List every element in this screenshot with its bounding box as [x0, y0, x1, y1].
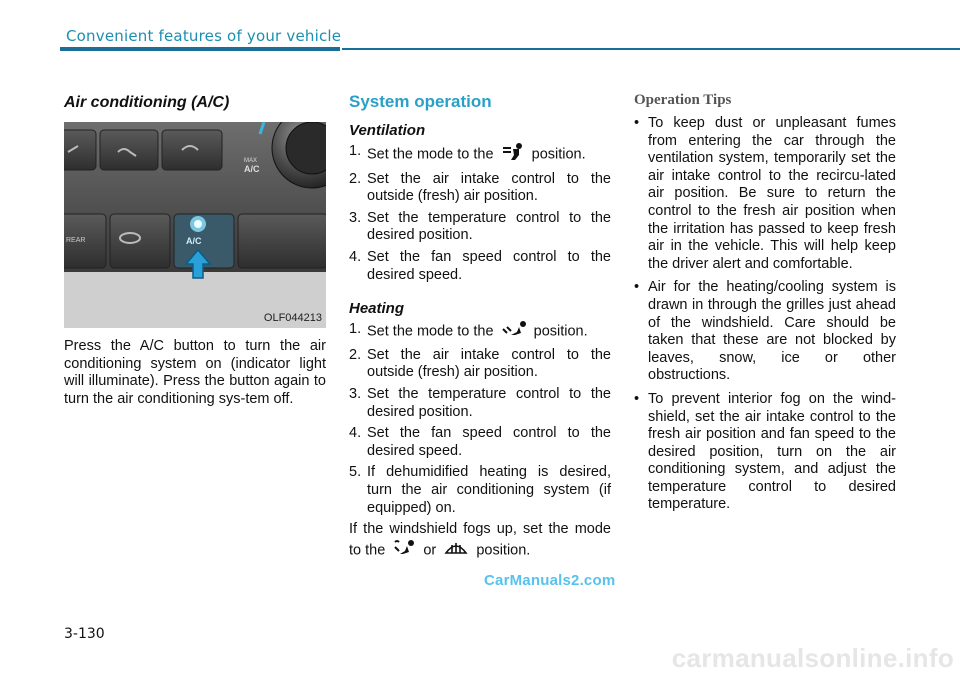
list-item: 3. Set the temperature control to the desired position.	[349, 385, 611, 420]
middle-column	[349, 90, 611, 562]
page-header	[0, 0, 960, 56]
list-item: • To keep dust or unpleasant fumes from entering the car through the ventilation system, temporarily set the air intake control to the recircu-lated air position. Be sure to return the control to the fresh air position when the irritation has passed to keep fresh air in the vehicle. This will help keep the driver alert and comfortable.	[634, 115, 896, 272]
header-rule-accent	[60, 47, 340, 51]
section-title: Convenient features of your vehicle	[66, 27, 342, 45]
ventilation-heading: Ventilation	[349, 122, 426, 139]
list-item: 2. Set the air intake control to the outside (fresh) air position.	[349, 346, 611, 381]
list-item: 5. If dehumidified heating is desired, turn the air conditioning system (if equipped) on.	[349, 464, 611, 516]
carmanuals-watermark: CarManuals2.com	[484, 572, 616, 589]
page-number: 3-130	[64, 626, 105, 642]
ac-description: Press the A/C button to turn the air conditioning system on (indicator light will illuminate). Press the button again to turn the air conditioning sys-tem off.	[64, 338, 326, 407]
right-column	[634, 90, 896, 520]
list-item: 1. Set the mode to the position.	[349, 321, 611, 343]
fog-instruction: If the windshield fogs up, set the mode to the or position.	[349, 521, 611, 562]
heating-steps	[349, 321, 611, 517]
site-watermark: carmanualsonline.info	[671, 643, 954, 673]
list-item: • To prevent interior fog on the wind-shield, set the air intake control to the fresh air position and fan speed to the desired position, turn on the air conditioning system, and adjust the temperature control to desired temperature.	[634, 390, 896, 513]
floor-defrost-mode-icon	[392, 539, 416, 563]
max-ac-label: A/C	[244, 164, 260, 174]
list-item: 4. Set the fan speed control to the desired speed.	[349, 425, 611, 459]
operation-tips-heading: Operation Tips	[634, 92, 732, 108]
heating-heading: Heating	[349, 300, 405, 318]
operation-tips-list	[634, 115, 896, 514]
max-label: MAX	[244, 158, 258, 164]
header-rule	[342, 48, 960, 50]
face-vent-mode-icon	[501, 143, 525, 167]
rear-label: REAR	[66, 237, 86, 244]
ac-panel-photo	[64, 122, 326, 328]
list-item: • Air for the heating/cooling system is drawn in through the grilles just ahead of the windshield. Care should be taken that these are not blocked by leaves, snow, ice or other obstructions.	[634, 279, 896, 384]
figure-code: OLF044213	[263, 312, 322, 324]
control-panel-illustration	[64, 122, 326, 328]
floor-mode-icon	[501, 321, 527, 343]
ventilation-steps	[349, 143, 611, 284]
list-item: 2. Set the air intake control to the outside (fresh) air position.	[349, 170, 611, 205]
left-column	[64, 90, 326, 408]
ac-heading: Air conditioning (A/C)	[64, 94, 230, 111]
defrost-mode-icon	[443, 539, 469, 563]
list-item: 3. Set the temperature control to the desired position.	[349, 209, 611, 244]
system-operation-heading: System operation	[349, 92, 492, 111]
ac-button-label: A/C	[186, 236, 202, 246]
list-item: 1. Set the mode to the position.	[349, 143, 611, 167]
list-item: 4. Set the fan speed control to the desired speed.	[349, 248, 611, 283]
